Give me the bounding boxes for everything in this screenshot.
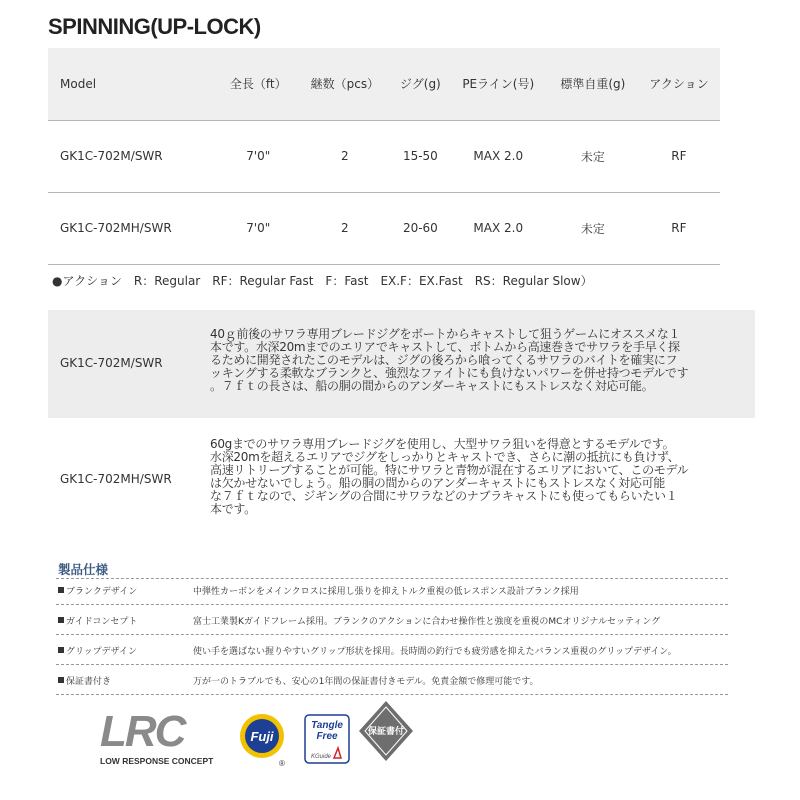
- header-pe-line: PEライン(号): [462, 77, 535, 92]
- product-spec-row: [58, 614, 728, 628]
- product-spec-label: [58, 614, 137, 627]
- description-line: な７ｆｔなので、ジギングの合間にサワラなどのナブラキャストにも使ってもらいたい１: [210, 489, 678, 503]
- warranty-badge-text: 保証書付: [367, 727, 405, 737]
- description-line: るために開発されたこのモデルは、ジグの後ろから喰ってくるサワラのバイトを確実にフ: [210, 353, 678, 367]
- lrc-logo: [96, 707, 236, 766]
- cell-jig: 20-60: [402, 221, 438, 235]
- description-text: [210, 438, 755, 516]
- fuji-logo-text: Fuji: [250, 729, 274, 744]
- product-spec-label: [58, 674, 111, 687]
- description-line: 。７ｆｔの長さは、船の胴の間からのアンダーキャストにもストレスなく対応可能。: [210, 379, 654, 393]
- header-pieces: 継数（pcs）: [310, 77, 380, 92]
- square-bullet-icon: [58, 617, 64, 623]
- divider: [56, 634, 728, 635]
- cell-pieces: 2: [341, 149, 349, 163]
- logo-row: [96, 700, 436, 770]
- description-line: ッキングする柔軟なブランクと、強烈なファイトにも負けないパワーを併せ持つモデルです: [210, 366, 689, 380]
- cell-pe-line: MAX 2.0: [473, 149, 524, 163]
- description-line: は欠かせないでしょう。船の胴の間からのアンダーキャストにもストレスなく対応可能: [210, 476, 665, 490]
- product-spec-row: [58, 644, 728, 658]
- product-spec-value: 中弾性カーボンをメインクロスに採用し張りを抑えトルク重視の低レスポンス設計ブランク採用: [193, 587, 579, 597]
- cell-jig: 15-50: [402, 149, 438, 163]
- spec-table-header-row: [48, 48, 720, 120]
- k-guide-text: KGuide: [310, 754, 332, 760]
- description-line: 本です。水深20mまでのエリアでキャストして、ボトムから高速巻きでサワラを手早く探: [210, 340, 680, 354]
- fuji-logo: [238, 712, 288, 768]
- cell-length: 7'0": [246, 221, 271, 235]
- divider: [56, 578, 728, 579]
- description-model: GK1C-702M/SWR: [60, 356, 163, 370]
- table-row: [48, 120, 720, 192]
- description-block: [48, 420, 755, 536]
- header-model: Model: [60, 76, 97, 91]
- product-spec-label: [58, 644, 137, 657]
- tangle-free-logo: [304, 714, 350, 764]
- product-spec-row: [58, 674, 728, 688]
- product-spec-value: 富士工業製Kガイドフレーム採用。ブランクのアクションに合わせ操作性と強度を重視のMCオリジナルセッティング: [193, 617, 661, 627]
- cell-action: RF: [671, 149, 687, 163]
- divider: [56, 694, 728, 695]
- description-model: GK1C-702MH/SWR: [60, 472, 172, 486]
- warranty-badge: [358, 700, 414, 762]
- spec-table: [48, 48, 720, 265]
- cell-pe-line: MAX 2.0: [473, 221, 524, 235]
- cell-model: GK1C-702MH/SWR: [60, 221, 172, 235]
- description-block: [48, 310, 755, 418]
- tangle-free-text-line1: Tangle: [311, 720, 343, 731]
- description-text: [210, 328, 755, 393]
- lrc-logo-text: LRC: [100, 707, 185, 756]
- cell-length: 7'0": [246, 149, 271, 163]
- cell-weight: 未定: [580, 149, 605, 164]
- cell-model: GK1C-702M/SWR: [60, 149, 163, 163]
- cell-pieces: 2: [341, 221, 349, 235]
- action-legend: ●アクション R：Regular RF：Regular Fast F：Fast EX.F：EX.Fast RS：Regular Slow）: [52, 274, 593, 288]
- header-weight: 標準自重(g): [560, 77, 626, 92]
- header-action: アクション: [649, 77, 709, 92]
- description-line: 本です。: [210, 502, 256, 516]
- cell-weight: 未定: [580, 221, 605, 236]
- product-spec-value: 万が一のトラブルでも、安心の1年間の保証書付きモデル。免責金額で修理可能です。: [193, 677, 539, 687]
- product-spec-label-text: 保証書付き: [66, 677, 112, 687]
- header-length: 全長（ft）: [229, 77, 287, 92]
- square-bullet-icon: [58, 587, 64, 593]
- cell-action: RF: [671, 221, 687, 235]
- tangle-free-text-line2: Free: [316, 731, 338, 742]
- description-line: 水深20mを超えるエリアでジグをしっかりとキャストでき、さらに潮の抵抗にも負けず、: [210, 450, 680, 464]
- product-spec-value: 使い手を選ばない握りやすいグリップ形状を採用。長時間の釣行でも疲労感を抑えたバランス重視のグリップデザイン。: [193, 647, 677, 657]
- product-spec-label-text: ガイドコンセプト: [66, 617, 138, 627]
- description-line: 40ｇ前後のサワラ専用ブレードジグをボートからキャストして狙うゲームにオススメな１: [210, 327, 681, 341]
- page-title: SPINNING(UP-LOCK): [48, 14, 261, 39]
- product-spec-row: [58, 584, 728, 598]
- product-spec-label: [58, 584, 137, 597]
- product-spec-label-text: グリップデザイン: [66, 647, 138, 657]
- divider: [56, 604, 728, 605]
- product-spec-label-text: ブランクデザイン: [66, 587, 138, 597]
- registered-mark: ®: [279, 759, 285, 768]
- square-bullet-icon: [58, 677, 64, 683]
- table-row: [48, 192, 720, 264]
- header-jig: ジグ(g): [400, 77, 441, 92]
- product-spec-header: 製品仕様: [58, 562, 109, 577]
- description-line: 60gまでのサワラ専用ブレードジグを使用し、大型サワラ狙いを得意とするモデルです。: [210, 437, 675, 451]
- lrc-logo-subtitle: LOW RESPONSE CONCEPT: [100, 756, 214, 766]
- divider: [56, 664, 728, 665]
- square-bullet-icon: [58, 647, 64, 653]
- description-line: 高速リトリーブすることが可能。特にサワラと青物が混在するエリアにおいて、このモデル: [210, 463, 689, 477]
